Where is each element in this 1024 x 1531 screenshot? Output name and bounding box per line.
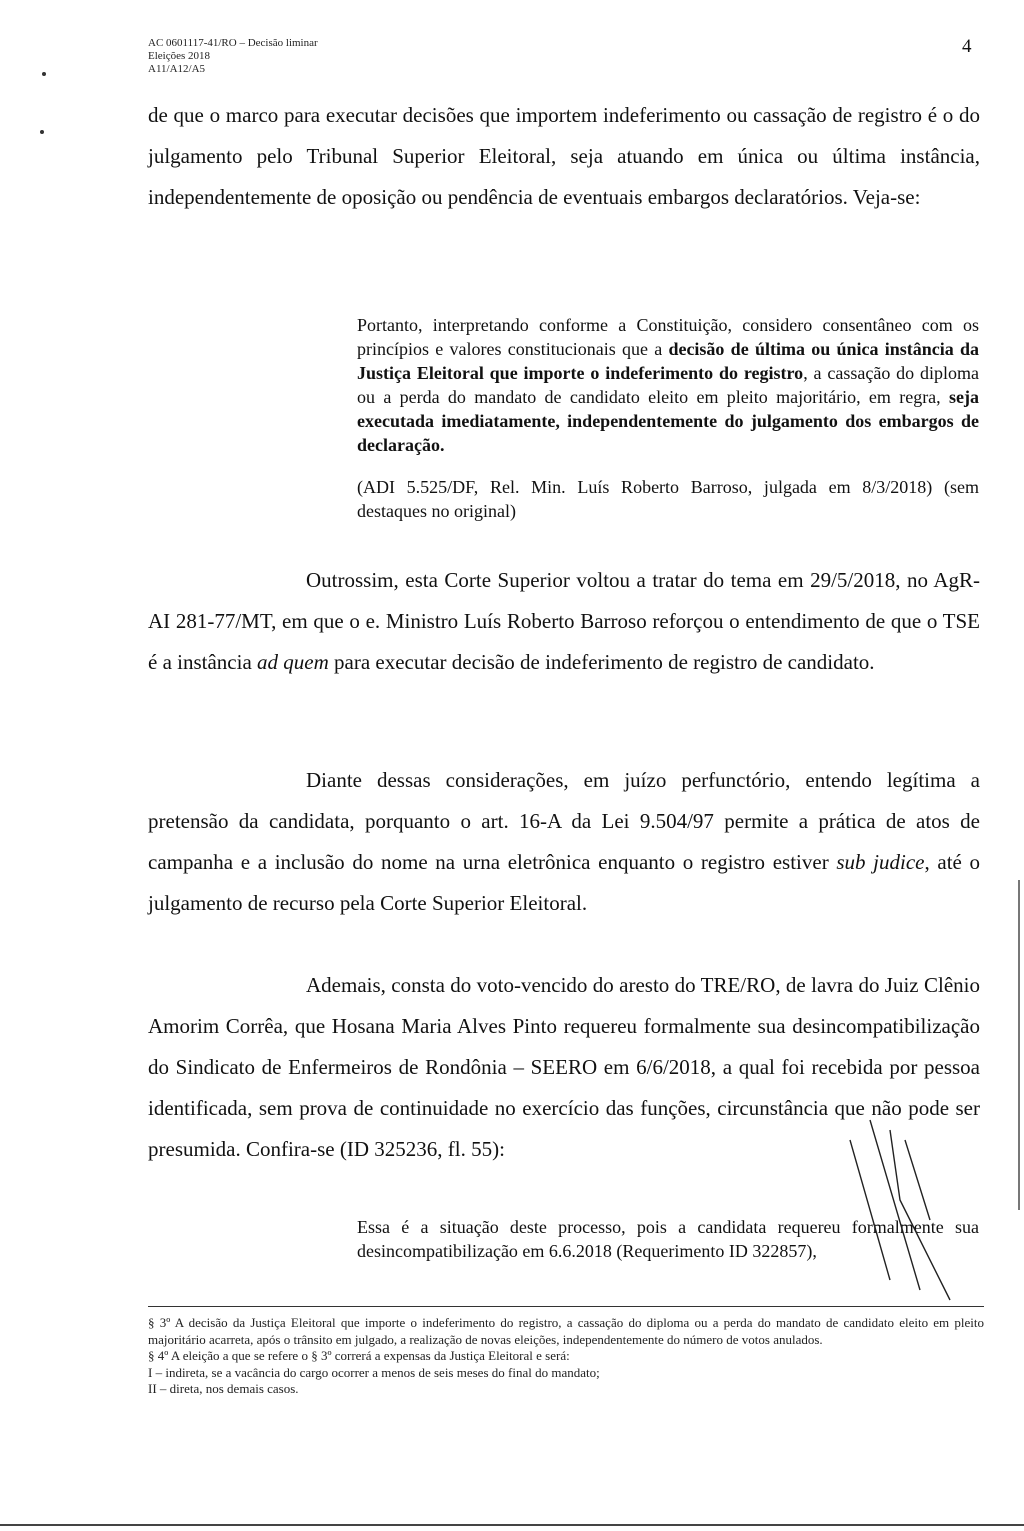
paragraph-text: para executar decisão de indeferimento de registro de candidato. [328,650,875,674]
paragraph-text: Diante dessas considerações, em juízo perfunctório, entendo legítima a pretensão da candidata, porquanto o art. 16-A da Lei 9.504/97 permite a prática de atos de campanha e a inclusão do nome na urna eletrônica enquanto o registro estiver [148,768,980,874]
paragraph-3 [148,760,980,924]
quote-citation: (ADI 5.525/DF, Rel. Min. Luís Roberto Barroso, julgada em 8/3/2018) (sem destaques no original) [357,477,979,521]
scan-edge-mark [1018,880,1020,1210]
footnote-item-ii: II – direta, nos demais casos. [148,1381,299,1396]
paragraph-2 [148,560,980,683]
block-quote-1 [357,313,979,457]
quote-bold-text: seja executada imediatamente, independentemente do julgamento dos embargos de declaração. [357,387,979,455]
office-codes: A11/A12/A5 [148,63,206,75]
document-header [148,37,318,76]
footnote-item-i: I – indireta, se a vacância do cargo ocorrer a menos de seis meses do final do mandato; [148,1364,600,1380]
handwritten-signature [830,1080,970,1310]
election-year: Eleições 2018 [148,50,211,62]
case-number: AC 0601117-41/RO – Decisão liminar [148,37,318,49]
scan-speck [40,130,44,134]
quote-text: , a cassação do diploma ou a perda do mandato de candidato eleito em pleito majoritário, em regra, [357,363,979,407]
paragraph-4: Ademais, consta do voto-vencido do aresto do TRE/RO, de lavra do Juiz Clênio Amorim Corrêa, que Hosana Maria Alves Pinto requereu formalmente sua desincompatibilização do Sindicato de Enfermeiros de Rondônia – SEERO em 6/6/2018, a qual foi recebida por pessoa identificada, sem prova de continuidade no exercício das funções, circunstância que não pode ser presumida. Confira-se (ID 325236, fl. 55): [148,973,980,1161]
footnotes [148,1306,984,1398]
quote-text: Portanto, interpretando conforme a Constituição, considero consentâneo com os princípios e valores constitucionais que a [357,315,979,359]
block-quote-2: Essa é a situação deste processo, pois a candidata requereu formalmente sua desincompatibilização em 6.6.2018 (Requerimento ID 322857), [357,1217,979,1261]
footnote-paragraph-4: § 4º A eleição a que se refere o § 3º correrá a expensas da Justiça Eleitoral e será: [148,1348,570,1363]
latin-term: sub judice [836,850,925,874]
page-number: 4 [962,36,972,57]
paragraph-text: , até o julgamento de recurso pela Corte Superior Eleitoral. [148,850,981,915]
paragraph-text: Outrossim, esta Corte Superior voltou a tratar do tema em 29/5/2018, no AgR-AI 281-77/MT, em que o e. Ministro Luís Roberto Barroso reforçou o entendimento de que o TSE é a instância [148,568,980,674]
scan-speck [42,72,46,76]
latin-term: ad quem [257,650,329,674]
quote-bold-text: decisão de última ou única instância da Justiça Eleitoral que importe o indeferimento do registro [357,339,979,383]
paragraph-1: de que o marco para executar decisões que importem indeferimento ou cassação de registro é o do julgamento pelo Tribunal Superior Eleitoral, seja atuando em única ou última instância, independentemente de oposição ou pendência de eventuais embargos declaratórios. Veja-se: [148,103,980,209]
scan-bottom-edge [0,1524,1024,1526]
footnote-paragraph-3: § 3º A decisão da Justiça Eleitoral que importe o indeferimento do registro, a cassação do diploma ou a perda do mandato de candidato eleito em pleito majoritário acarreta, após o trânsito em julgado, a realização de novas eleições, independentemente do número de votos anulados. [148,1315,984,1347]
